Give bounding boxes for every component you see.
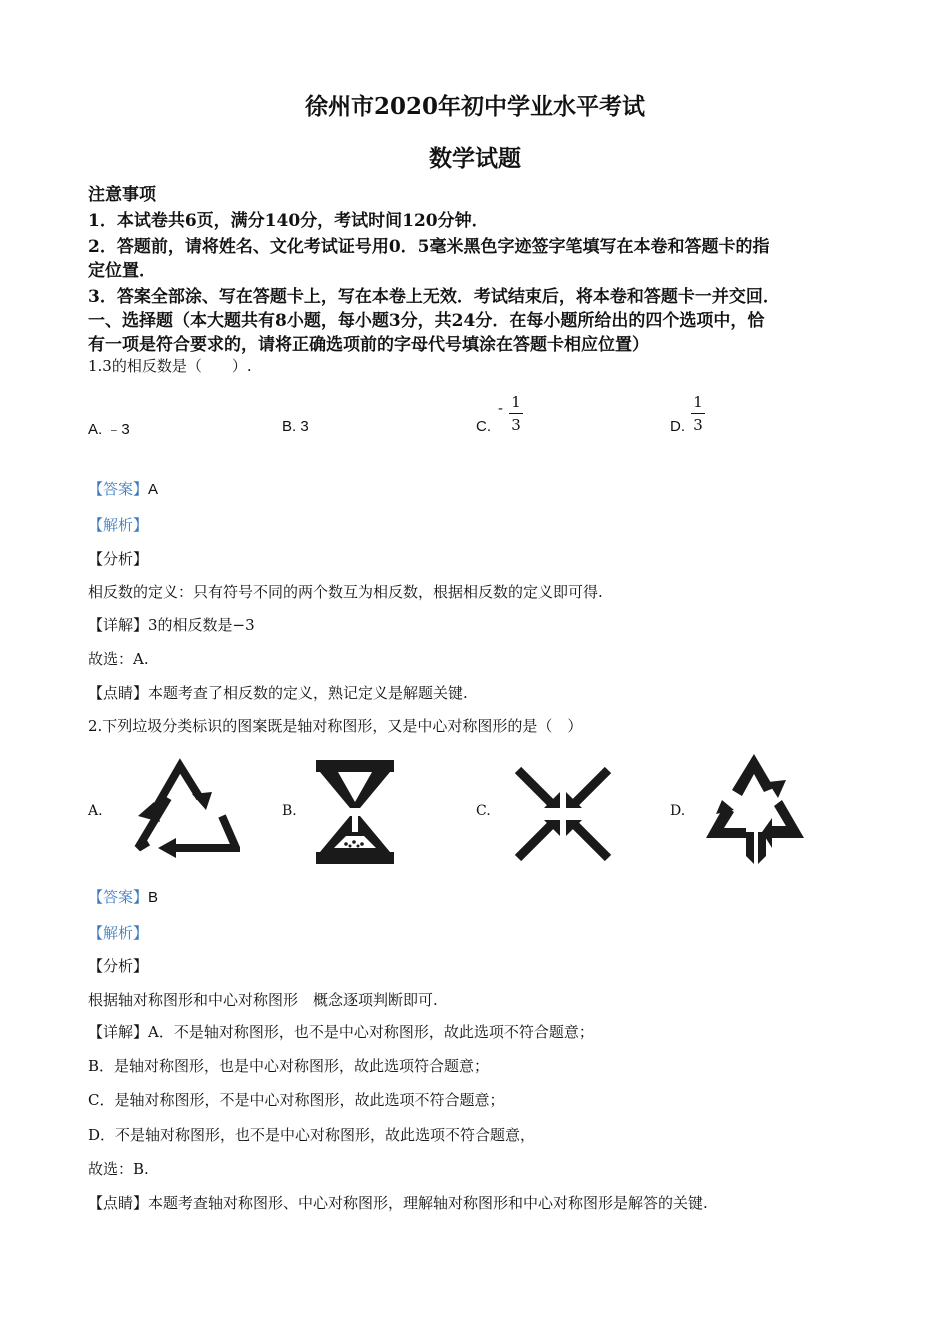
converging-arrows-icon bbox=[514, 766, 612, 862]
q1-comment: 【点睛】本题考查了相反数的定义，熟记定义是解题关键. bbox=[88, 684, 468, 702]
q2-answer bbox=[88, 886, 158, 907]
q2-detail-2: B．是轴对称图形，也是中心对称图形，故此选项符合题意； bbox=[88, 1057, 490, 1075]
notice-item-2a: 2．答题前，请将姓名、文化考试证号用0．5毫米黑色字迹签字笔填写在本卷和答题卡的指 bbox=[88, 237, 770, 257]
q1-answer bbox=[88, 478, 158, 499]
q1-option-c-label: C. bbox=[476, 418, 491, 435]
fraction-numerator: 1 bbox=[511, 393, 521, 411]
answer-value: A bbox=[148, 481, 159, 498]
answer-tag: 【答案】 bbox=[88, 888, 149, 906]
q2-analysis-tag: 【解析】 bbox=[88, 924, 149, 942]
page-subtitle: 数学试题 bbox=[429, 145, 521, 172]
fraction-denominator: 3 bbox=[693, 416, 703, 434]
q1-choose: 故选：A. bbox=[88, 650, 149, 668]
fraction-bar bbox=[691, 413, 705, 414]
q1-fenxi-tag: 【分析】 bbox=[88, 550, 149, 568]
q2-detail-1: 【详解】A．不是轴对称图形，也不是中心对称图形，故此选项不符合题意； bbox=[88, 1023, 594, 1041]
q2-label-b: B. bbox=[282, 803, 297, 819]
q2-choose: 故选：B. bbox=[88, 1160, 149, 1178]
section-heading-a: 一、选择题（本大题共有8小题，每小题3分，共24分．在每小题所给出的四个选项中，恰 bbox=[88, 311, 765, 331]
page-title: 徐州市2020年初中学业水平考试 bbox=[304, 93, 645, 120]
recycle-triangle-icon bbox=[128, 758, 240, 860]
q1-option-c-fraction bbox=[509, 393, 523, 434]
q1-detail: 【详解】3的相反数是−3 bbox=[88, 616, 255, 634]
hourglass-flask-icon bbox=[316, 760, 394, 864]
q1-option-d-label: D. bbox=[670, 418, 685, 435]
q1-option-d-fraction bbox=[691, 393, 705, 434]
q2-label-a: A. bbox=[88, 803, 103, 819]
notice-heading: 注意事项 bbox=[88, 185, 156, 205]
q1-option-a: A. ﹣3 bbox=[88, 421, 130, 438]
answer-tag: 【答案】 bbox=[88, 480, 149, 498]
q2-detail-4: D．不是轴对称图形，也不是中心对称图形，故此选项不符合题意， bbox=[88, 1126, 536, 1144]
fraction-bar bbox=[509, 413, 523, 414]
q1-analysis-tag: 【解析】 bbox=[88, 516, 149, 534]
recycle-bold-icon bbox=[702, 752, 806, 864]
fraction-numerator: 1 bbox=[693, 393, 703, 411]
notice-item-3: 3．答案全部涂、写在答题卡上，写在本卷上无效．考试结束后，将本卷和答题卡一并交回． bbox=[88, 287, 780, 307]
section-heading-b: 有一项是符合要求的，请将正确选项前的字母代号填涂在答题卡相应位置） bbox=[88, 335, 649, 355]
q2-detail-3: C．是轴对称图形，不是中心对称图形，故此选项不符合题意； bbox=[88, 1091, 505, 1109]
answer-value: B bbox=[148, 889, 159, 906]
q1-stem: 1.3的相反数是（ ）. bbox=[88, 357, 252, 375]
notice-item-2b: 定位置． bbox=[88, 261, 156, 281]
q2-comment: 【点睛】本题考查轴对称图形、中心对称图形，理解轴对称图形和中心对称图形是解答的关键. bbox=[88, 1194, 708, 1212]
q2-label-c: C. bbox=[476, 803, 491, 819]
notice-item-1: 1．本试卷共6页，满分140分，考试时间120分钟． bbox=[88, 211, 489, 231]
q2-stem: 2.下列垃圾分类标识的图案既是轴对称图形，又是中心对称图形的是（ ） bbox=[88, 717, 583, 735]
q1-fenxi-text: 相反数的定义：只有符号不同的两个数互为相反数，根据相反数的定义即可得. bbox=[88, 583, 603, 601]
q2-fenxi-text: 根据轴对称图形和中心对称图形 概念逐项判断即可. bbox=[88, 991, 438, 1009]
q1-option-c-sign: - bbox=[498, 400, 503, 417]
q2-fenxi-tag: 【分析】 bbox=[88, 957, 149, 975]
fraction-denominator: 3 bbox=[511, 416, 521, 434]
q2-label-d: D. bbox=[670, 803, 686, 819]
q1-option-b: B. 3 bbox=[282, 418, 309, 435]
